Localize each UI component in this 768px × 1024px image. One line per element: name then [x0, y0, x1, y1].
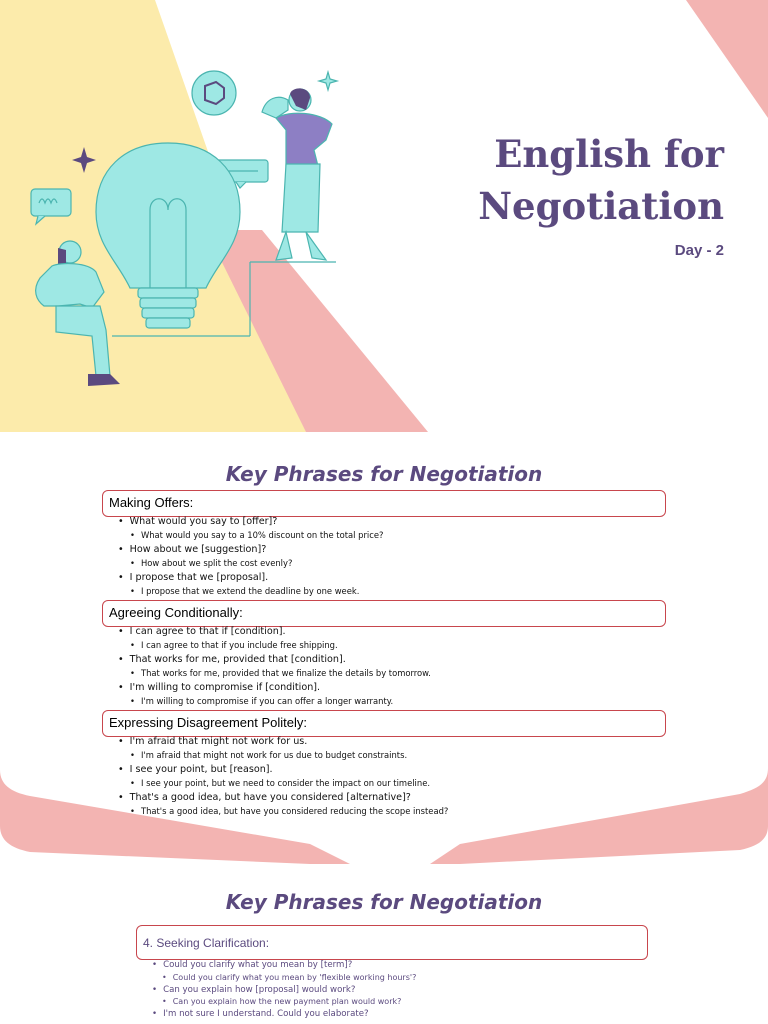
megaphone-circle [192, 71, 236, 115]
example-item: • I'm afraid that might not work for us due to budget constraints. [130, 750, 408, 760]
key-phrases-slide [0, 432, 768, 864]
bulb-base [146, 318, 190, 328]
example-item: • I see your point, but we need to consider the impact on our timeline. [130, 778, 431, 788]
example-item: • What would you say to a 10% discount on the total price? [130, 530, 384, 540]
lightbulb-icon [96, 143, 240, 288]
example-item: • Could you clarify what you mean by 'flexible working hours'? [162, 973, 417, 982]
example-item: • That's a good idea, but have you considered reducing the scope instead? [130, 806, 449, 816]
phrase-item: • I propose that we [proposal]. [118, 572, 269, 583]
skirt [282, 164, 320, 232]
title-line-1: English for [494, 132, 724, 176]
sparkle-icon [319, 72, 337, 90]
cover-slide [0, 0, 768, 432]
example-item: • I propose that we extend the deadline by one week. [130, 586, 360, 596]
example-item: • That works for me, provided that we finalize the details by tomorrow. [130, 668, 431, 678]
slide-heading: Key Phrases for Negotiation [225, 890, 543, 914]
phrase-item: • I'm willing to compromise if [condition]. [118, 682, 321, 693]
phrase-item: • That works for me, provided that [condition]. [118, 654, 346, 665]
section-expressing-disagreement: Expressing Disagreement Politely: [102, 710, 666, 737]
phrase-item: • Can you explain how [proposal] would work? [152, 985, 356, 995]
phrase-item: • How about we [suggestion]? [118, 544, 267, 555]
key-phrases-slide-2 [0, 864, 768, 1024]
phrase-item: • I'm afraid that might not work for us. [118, 736, 308, 747]
legs [276, 232, 326, 260]
phrase-item: • I see your point, but [reason]. [118, 764, 273, 775]
phrase-item: • Could you clarify what you mean by [term]? [152, 960, 353, 970]
title-line-2: Negotiation [478, 184, 724, 228]
title-block [478, 128, 724, 259]
phrase-item: • I'm not sure I understand. Could you elaborate? [152, 1009, 369, 1019]
phrase-item: • That's a good idea, but have you considered [alternative]? [118, 792, 411, 803]
example-item: • How about we split the cost evenly? [130, 558, 293, 568]
example-item: • I can agree to that if you include free shipping. [130, 640, 338, 650]
shirt [276, 113, 332, 166]
slide-heading: Key Phrases for Negotiation [225, 462, 543, 486]
section-agreeing-conditionally: Agreeing Conditionally: [102, 600, 666, 627]
bubble-tail [236, 182, 246, 188]
example-item: • Can you explain how the new payment plan would work? [162, 997, 402, 1006]
phrase-item: • What would you say to [offer]? [118, 516, 278, 527]
section-making-offers: Making Offers: [102, 490, 666, 517]
bulb-base [138, 288, 198, 298]
subtitle-day: Day - 2 [674, 242, 724, 259]
phrase-item: • I can agree to that if [condition]. [118, 626, 286, 637]
section-seeking-clarification: 4. Seeking Clarification: [136, 925, 648, 960]
bulb-base [140, 298, 196, 308]
pink-corner-shape [686, 0, 768, 118]
example-item: • I'm willing to compromise if you can offer a longer warranty. [130, 696, 394, 706]
bulb-base [142, 308, 194, 318]
